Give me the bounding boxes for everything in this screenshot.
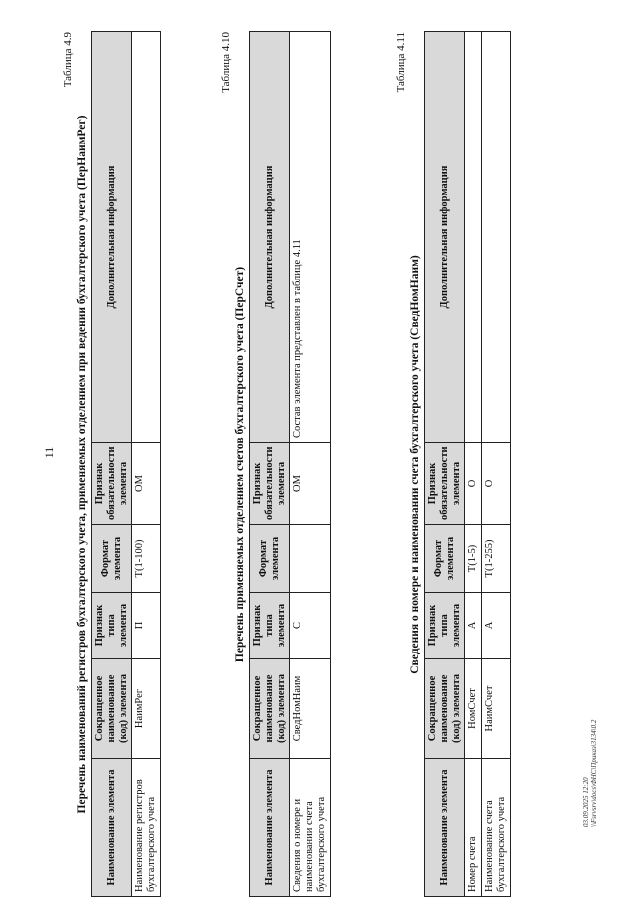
col-header-name: Наименование элемента (250, 759, 290, 897)
table-4-10 (249, 31, 331, 897)
col-header-code: Сокращенное наименование (код) элемента (92, 659, 132, 759)
table-caption: Перечень наименований регистров бухгалтерского учета, применяемых отделением при ведении бухгалтерского учета (ПерНаимРег) (76, 115, 88, 814)
table-caption: Перечень применяемых отделением счетов бухгалтерского учета (ПерСчет) (234, 266, 246, 663)
cell-info (465, 32, 482, 443)
col-header-info: Дополнительная информация (425, 32, 465, 443)
cell-code: СведНомНаим (290, 659, 330, 759)
table-number: Таблица 4.9 (62, 32, 74, 88)
table-caption: Сведения о номере и наименовании счета бухгалтерского учета (СведНомНаим) (409, 255, 421, 674)
col-header-type: Признак типа элемента (250, 593, 290, 659)
cell-name: Наименование регистров бухгалтерского учета (132, 759, 161, 897)
table-row (132, 32, 161, 897)
cell-required: ОМ (132, 443, 161, 525)
col-header-code: Сокращенное наименование (код) элемента (250, 659, 290, 759)
table-4-9 (91, 31, 161, 897)
cell-required: О (482, 443, 511, 525)
cell-info (482, 32, 511, 443)
col-header-type: Признак типа элемента (425, 593, 465, 659)
cell-type: А (482, 593, 511, 659)
cell-format: T(1-5) (465, 525, 482, 593)
cell-name: Сведения о номере и наименовании счета бухгалтерского учета (290, 759, 330, 897)
col-header-format: Формат элемента (250, 525, 290, 593)
cell-type: П (132, 593, 161, 659)
table-number: Таблица 4.10 (220, 32, 232, 93)
col-header-info: Дополнительная информация (92, 32, 132, 443)
table-row (465, 32, 482, 897)
stamp-path: \\Fsrvsrv\docs\ФНС\Приказ\3134\0.2 (590, 719, 599, 827)
col-header-format: Формат элемента (92, 525, 132, 593)
table-4-11 (424, 31, 511, 897)
table-4-10-block (220, 32, 331, 897)
col-header-required: Признак обязательности элемента (425, 443, 465, 525)
cell-type: С (290, 593, 330, 659)
col-header-info: Дополнительная информация (250, 32, 290, 443)
col-header-code: Сокращенное наименование (код) элемента (425, 659, 465, 759)
stamp-date: 03.09.2025 12:20 (582, 777, 590, 827)
cell-name: Номер счета (465, 759, 482, 897)
table-row (482, 32, 511, 897)
cell-code: НаимРег (132, 659, 161, 759)
cell-info: Состав элемента представлен в таблице 4.11 (290, 32, 330, 443)
col-header-type: Признак типа элемента (92, 593, 132, 659)
file-stamp (582, 720, 598, 827)
cell-format (290, 525, 330, 593)
col-header-name: Наименование элемента (92, 759, 132, 897)
cell-format: T(1-255) (482, 525, 511, 593)
col-header-required: Признак обязательности элемента (250, 443, 290, 525)
cell-format: T(1-100) (132, 525, 161, 593)
table-row (290, 32, 330, 897)
page-number: 11 (42, 446, 56, 459)
table-4-9-block (62, 32, 161, 897)
cell-code: НаимСчет (482, 659, 511, 759)
cell-code: НомСчет (465, 659, 482, 759)
cell-required: ОМ (290, 443, 330, 525)
cell-type: А (465, 593, 482, 659)
cell-info (132, 32, 161, 443)
col-header-required: Признак обязательности элемента (92, 443, 132, 525)
header-row (425, 32, 465, 897)
cell-name: Наименование счета бухгалтерского учета (482, 759, 511, 897)
col-header-name: Наименование элемента (425, 759, 465, 897)
col-header-format: Формат элемента (425, 525, 465, 593)
header-row (92, 32, 132, 897)
table-4-11-block (395, 32, 511, 897)
cell-required: О (465, 443, 482, 525)
table-number: Таблица 4.11 (395, 32, 407, 93)
header-row (250, 32, 290, 897)
